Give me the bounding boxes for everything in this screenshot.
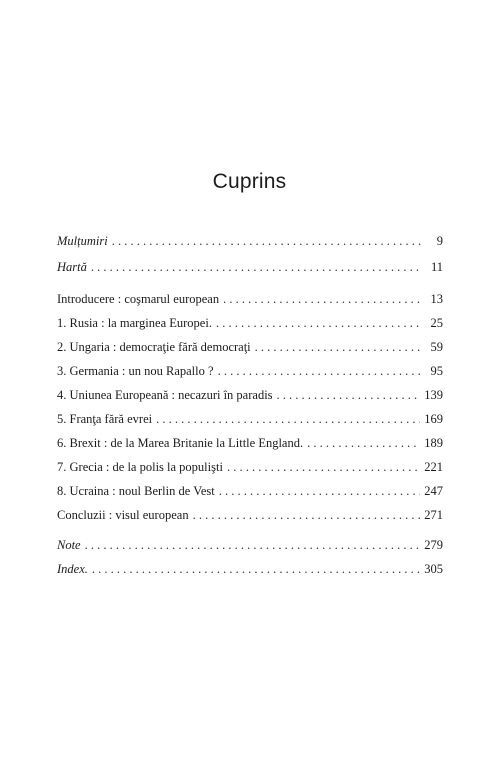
- dot-leader: [91, 258, 423, 276]
- toc-entry: [57, 362, 443, 380]
- toc-entry: [57, 536, 443, 554]
- dot-leader: [193, 506, 421, 524]
- toc-entry-label: Hartă: [57, 260, 87, 274]
- dot-leader: [277, 386, 421, 404]
- dot-leader: [112, 232, 423, 250]
- toc-entry: [57, 458, 443, 476]
- dot-leader: [255, 338, 423, 356]
- toc-entry: [57, 410, 443, 428]
- toc-entry: [57, 258, 443, 276]
- toc-entry: [57, 386, 443, 404]
- toc-entry: [57, 482, 443, 500]
- toc-entry-page: 305: [424, 562, 443, 576]
- toc-entry-label: Mulțumiri: [57, 234, 108, 248]
- toc-entry-label: Concluzii : visul european: [57, 508, 189, 522]
- dot-leader: [218, 362, 423, 380]
- dot-leader: [219, 482, 421, 500]
- dot-leader: [223, 290, 423, 308]
- toc-entry-label: Note: [57, 538, 81, 552]
- toc-entry: [57, 290, 443, 308]
- toc-entry-label: 8. Ucraina : noul Berlin de Vest: [57, 484, 215, 498]
- toc-entry-label: 4. Uniunea Europeană : necazuri în paradis: [57, 388, 273, 402]
- toc-entry-page: 221: [424, 460, 443, 474]
- toc-entry-page: 271: [424, 508, 443, 522]
- toc-entry: [57, 338, 443, 356]
- toc-entry-page: 279: [424, 538, 443, 552]
- dot-leader: [156, 410, 420, 428]
- toc-entry: [57, 434, 443, 452]
- toc-entry-label: 7. Grecia : de la polis la populişti: [57, 460, 223, 474]
- toc-entry: [57, 314, 443, 332]
- toc-entry: [57, 560, 443, 578]
- dot-leader: [85, 536, 421, 554]
- toc-entry-page: 139: [424, 388, 443, 402]
- toc-entry-label: Index.: [57, 562, 88, 576]
- toc-entry-page: 9: [436, 234, 443, 248]
- toc-entry-label: Introducere : coşmarul european: [57, 292, 220, 306]
- toc-entry-label: 2. Ungaria : democraţie fără democraţi: [57, 340, 251, 354]
- toc-entry-page: 25: [430, 316, 443, 330]
- toc-entry: [57, 232, 443, 250]
- toc-entry-page: 59: [430, 340, 443, 354]
- toc-entry-page: 189: [424, 436, 443, 450]
- toc-entry-label: 1. Rusia : la marginea Europei.: [57, 316, 212, 330]
- toc-entry: [57, 506, 443, 524]
- toc-entry-page: 13: [430, 292, 443, 306]
- toc-entry-label: 6. Brexit : de la Marea Britanie la Little England.: [57, 436, 304, 450]
- dot-leader: [227, 458, 420, 476]
- dot-leader: [92, 560, 420, 578]
- dot-leader: [216, 314, 423, 332]
- toc-entry-label: 5. Franţa fără evrei: [57, 412, 153, 426]
- toc-entry-page: 247: [424, 484, 443, 498]
- toc-entry-label: 3. Germania : un nou Rapallo ?: [57, 364, 214, 378]
- dot-leader: [307, 434, 420, 452]
- toc-entry-page: 169: [424, 412, 443, 426]
- toc-entry-page: 95: [430, 364, 443, 378]
- toc-entry-page: 11: [430, 260, 443, 274]
- page-title: Cuprins: [212, 170, 287, 193]
